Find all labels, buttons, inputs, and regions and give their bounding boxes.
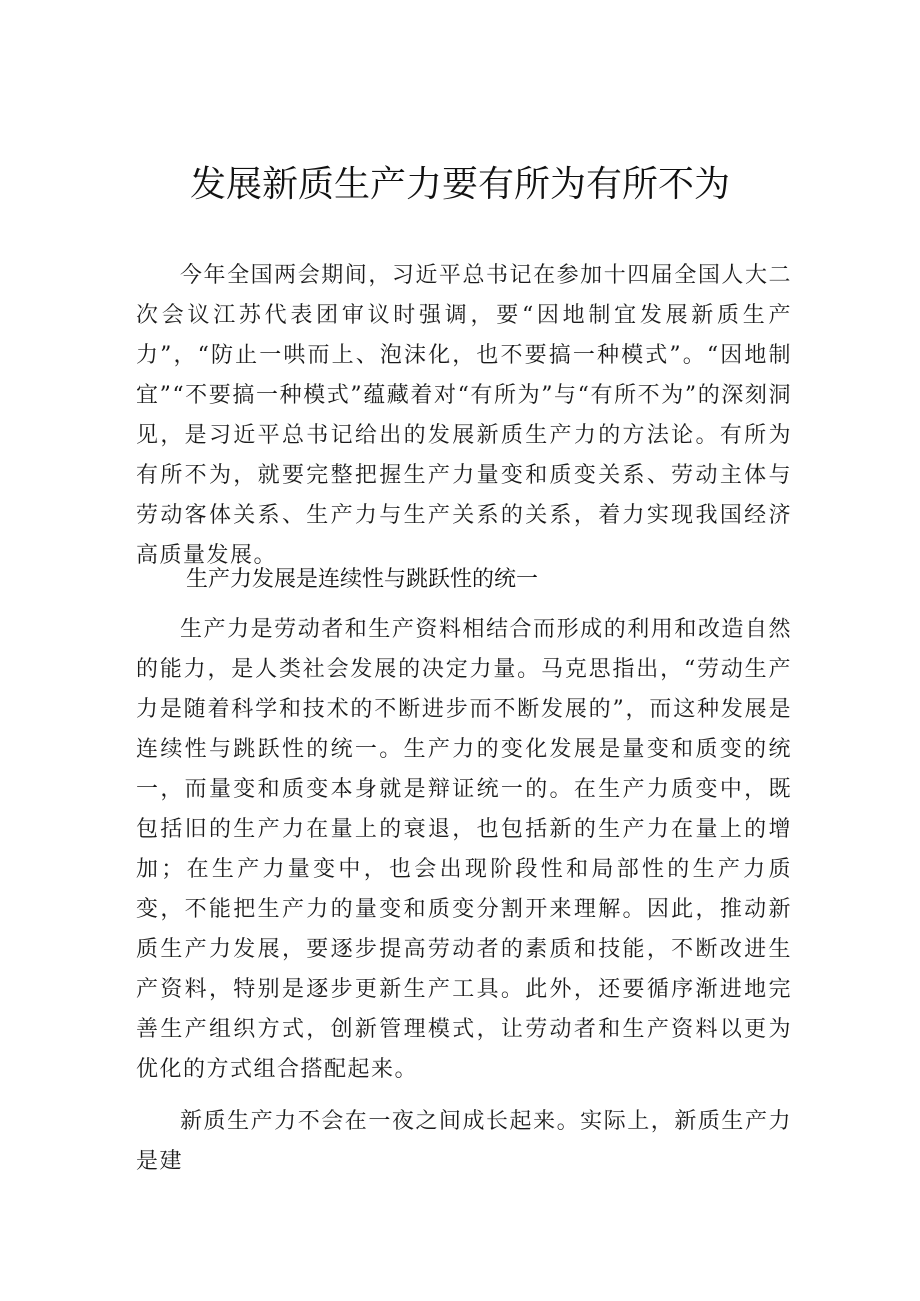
paragraph-productivity: 生产力是劳动者和生产资料相结合而形成的利用和改造自然的能力，是人类社会发展的决定力量。马克思指出，“劳动生产力是随着科学和技术的不断进步而不断发展的”，而这种发展是连续性与跳跃性的统一。生产力的变化发展是量变和质变的统一，而量变和质变本身就是辩证统一的。在生产力质变中，既包括旧的生产力在量上的衰退，也包括新的生产力在量上的增加；在生产力量变中，也会出现阶段性和局部性的生产力质变，不能把生产力的量变和质变分割开来理解。因此，推动新质生产力发展，要逐步提高劳动者的素质和技能，不断改进生产资料，特别是逐步更新生产工具。此外，还要循序渐进地完善生产组织方式，创新管理模式，让劳动者和生产资料以更为优化的方式组合搭配起来。 [136,617,792,1082]
document-title: 发展新质生产力要有所为有所不为 [189,164,730,205]
section-heading: 生产力发展是连续性与跳跃性的统一 [186,567,539,592]
paragraph-new-productivity: 新质生产力不会在一夜之间成长起来。实际上，新质生产力是建 [136,1109,792,1174]
paragraph-intro: 今年全国两会期间，习近平总书记在参加十四届全国人大二次会议江苏代表团审议时强调，要“因地制宜发展新质生产力”，“防止一哄而上、泡沫化，也不要搞一种模式”。“因地制宜”“不要搞一种模式”蕴藏着对“有所为”与“有所不为”的深刻洞见，是习近平总书记给出的发展新质生产力的方法论。有所为有所不为，就要完整把握生产力量变和质变关系、劳动主体与劳动客体关系、生产力与生产关系的关系，着力实现我国经济高质量发展。 [136,263,792,568]
